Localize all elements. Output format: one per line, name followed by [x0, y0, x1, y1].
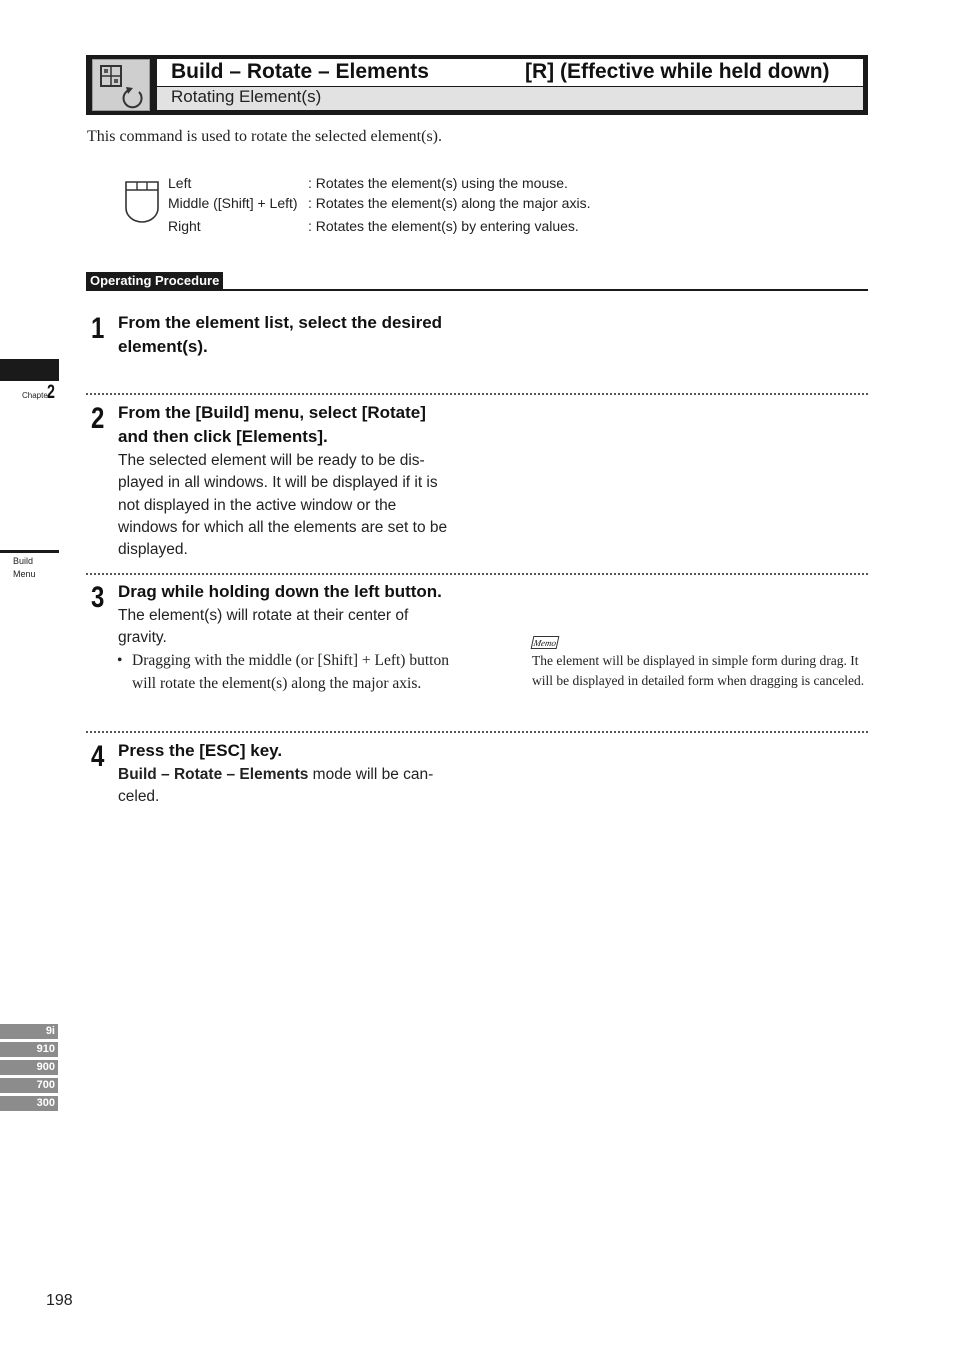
- mouse-middle-label: Middle ([Shift] + Left): [168, 195, 298, 211]
- step-divider: [86, 731, 868, 733]
- model-tab-9i: 9i: [0, 1024, 58, 1039]
- mouse-left-label: Left: [168, 175, 192, 191]
- step-3-bullet: Dragging with the middle (or [Shift] + Left) button will rotate the element(s) along the major axis.: [132, 652, 449, 692]
- chapter-number: 2: [47, 382, 55, 403]
- mouse-right-desc: : Rotates the element(s) by entering values.: [308, 218, 579, 234]
- page-title: Build – Rotate – Elements: [171, 60, 429, 83]
- step-2-number: 2: [91, 402, 105, 435]
- memo-text: The element will be displayed in simple form during drag. It will be displayed in detailed form when dragging is canceled.: [532, 653, 865, 688]
- step-3-body: The element(s) will rotate at their center of gravity.: [118, 607, 409, 647]
- bullet-dot: •: [117, 652, 123, 669]
- model-tab-910: 910: [0, 1042, 58, 1057]
- step-divider: [86, 393, 868, 395]
- step-1-title: From the element list, select the desired element(s).: [118, 313, 443, 356]
- section-label: [13, 555, 36, 581]
- chapter-label: Chapter: [22, 391, 51, 400]
- page-subtitle: Rotating Element(s): [171, 87, 322, 106]
- mouse-icon: [124, 178, 160, 229]
- rotate-element-icon: [92, 59, 150, 111]
- mode-name: Build – Rotate – Elements: [118, 766, 309, 783]
- intro-text: This command is used to rotate the selected element(s).: [87, 128, 442, 145]
- mouse-left-desc: : Rotates the element(s) using the mouse.: [308, 175, 568, 191]
- operating-procedure-label: Operating Procedure: [86, 272, 223, 290]
- step-4-body-rest: mode will be can-celed.: [118, 766, 434, 806]
- step-3-number: 3: [91, 581, 105, 614]
- step-1-number: 1: [91, 312, 105, 345]
- step-2-body: The selected element will be ready to be dis-played in all windows. It will be displayed if it is not displayed in the active window or the windows for which all the elements are set to be displayed.: [118, 452, 448, 559]
- step-2-title: From the [Build] menu, select [Rotate] and then click [Elements].: [118, 403, 426, 446]
- step-3-title: Drag while holding down the left button.: [118, 582, 442, 601]
- step-divider: [86, 573, 868, 575]
- model-tab-300: 300: [0, 1096, 58, 1111]
- step-4-body: [118, 764, 448, 809]
- memo-label: Memo: [531, 636, 560, 649]
- page-number: 198: [46, 1292, 73, 1309]
- model-tab-700: 700: [0, 1078, 58, 1093]
- step-4-number: 4: [91, 740, 105, 773]
- procedure-rule: [86, 289, 868, 291]
- mouse-right-label: Right: [168, 218, 201, 234]
- shortcut-key: [R] (Effective while held down): [525, 60, 830, 83]
- step-4-title: Press the [ESC] key.: [118, 741, 283, 760]
- section-label-line1: Build: [13, 556, 34, 566]
- section-label-line2: Menu: [13, 569, 36, 579]
- model-tab-900: 900: [0, 1060, 58, 1075]
- chapter-tab: [0, 359, 59, 381]
- section-rule: [0, 550, 59, 553]
- mouse-middle-desc: : Rotates the element(s) along the major axis.: [308, 195, 591, 211]
